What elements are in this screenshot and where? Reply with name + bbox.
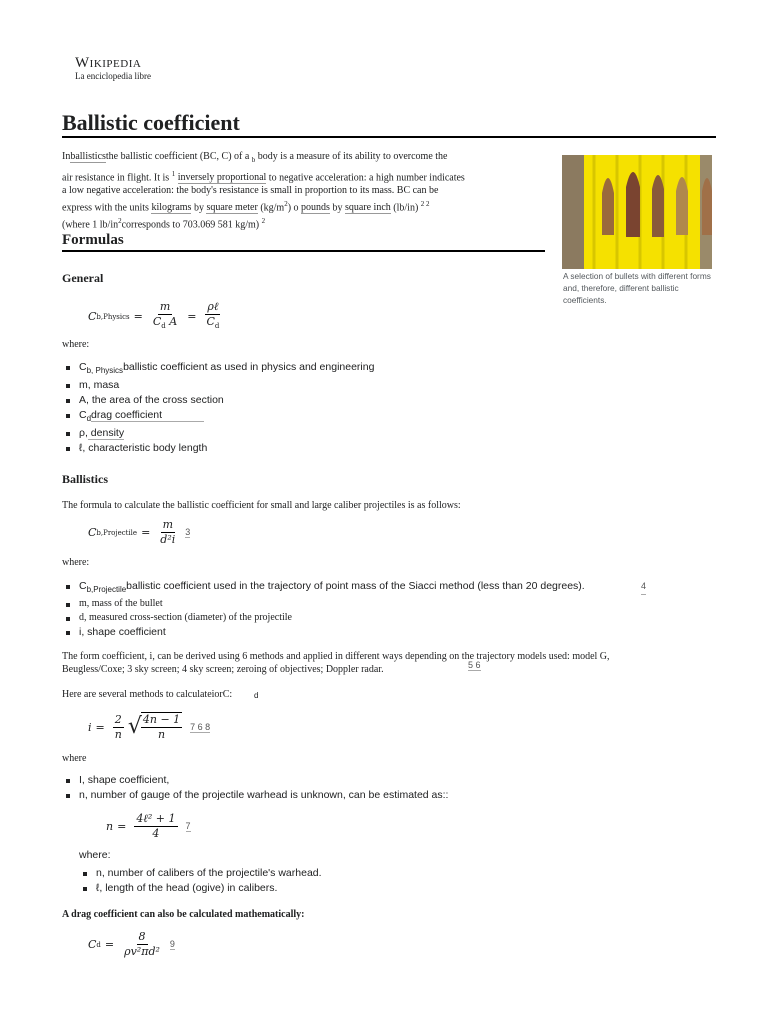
kilograms-link[interactable]: kilograms: [151, 202, 192, 214]
list-item: m, mass of the bullet: [62, 597, 542, 611]
list-item: m, masa: [62, 378, 542, 393]
list-item: d, measured cross-section (diameter) of the projectile: [62, 611, 542, 625]
formula-bc-physics: C b,Physics = $\frac{m}{C_d A}$ = $\frac{\text{ρℓ}}{C_d}$: [88, 300, 220, 330]
section-divider: [62, 250, 545, 252]
wikipedia-tagline: La enciclopedia libre: [75, 71, 151, 81]
list-item: ℓ, length of the head (ogive) in calibers.: [79, 881, 539, 896]
formula-shape-coefficient: i = $\frac{2}{n}$ √ $\frac{4n - 1}{n}$ 7 6 8: [88, 712, 211, 741]
section-heading-formulas: Formulas: [62, 232, 124, 248]
footnote-ref[interactable]: 7: [185, 821, 191, 831]
ballistics-intro-text: The formula to calculate the ballistic coefficient for small and large caliber projectiles is as follows:: [62, 500, 461, 511]
image-caption: A selection of bullets with different forms and, therefore, different ballistic coefficients.: [563, 271, 711, 305]
bullets-image[interactable]: [562, 155, 712, 269]
general-variable-list: [62, 360, 542, 456]
footnote-ref[interactable]: 3: [185, 527, 191, 537]
list-item: ℓ, characteristic body length: [62, 441, 542, 456]
list-item: I, shape coefficient,: [62, 773, 542, 788]
footnote-ref[interactable]: 2: [261, 216, 266, 225]
list-item: n, number of calibers of the projectile's warhead.: [79, 866, 539, 881]
ballistics-link[interactable]: ballistics: [70, 151, 106, 162]
subsection-heading-general: General: [62, 271, 104, 285]
footnote-ref[interactable]: 9: [169, 939, 175, 949]
caliber-variable-list: [79, 866, 539, 896]
where-label: where:: [62, 339, 90, 350]
footnote-refs[interactable]: 7 6 8: [190, 721, 211, 732]
formula-drag-coefficient: C d = $\frac{8}{\text{ρv²πd²}}$ 9: [88, 930, 175, 958]
where-label: where:: [62, 557, 90, 568]
wikipedia-wordmark[interactable]: Wikipedia: [75, 55, 142, 71]
shape-variable-list: [62, 773, 542, 803]
list-item: $C_{b,Projectile}ballistic$ coefficient used in the trajectory of point mass of the Siacci method (less than 20 degrees). 4: [62, 579, 652, 597]
pounds-link[interactable]: pounds: [301, 202, 330, 214]
square-meter-link[interactable]: square meter: [206, 202, 258, 214]
square-inch-link[interactable]: square inch: [344, 202, 391, 214]
methods-text: Here are several methods to calculateiorC:: [62, 689, 233, 700]
form-coefficient-text: The form coefficient, i, can be derived using 6 methods and applied in different ways depending on the trajectory models used: model G, Beugless/Coxe; 3 sky screen; 4 sky screen; zeroing of objectives; Doppler radar.: [62, 651, 610, 675]
list-item: $C_ddrag$ coefficient: [62, 408, 542, 426]
inverse-proportional-link[interactable]: inversely proportional: [177, 171, 267, 183]
ballistics-variable-list-end: [62, 625, 542, 640]
list-item: n, number of gauge of the projectile warhead is unknown, can be estimated as::: [62, 788, 542, 803]
list-item: A, the area of the cross section: [62, 393, 542, 408]
footnote-ref[interactable]: 1: [171, 169, 176, 178]
footnote-ref[interactable]: 4: [641, 579, 646, 595]
drag-coefficient-link[interactable]: drag coefficient: [91, 409, 204, 422]
drag-coefficient-heading: A drag coefficient can also be calculated mathematically:: [62, 909, 305, 920]
ballistics-variable-list-cont: [62, 597, 542, 625]
methods-subscript: d: [254, 691, 259, 700]
intro-paragraph: Inballisticsthe ballistic coefficient (BC, C) of a $_b$ body is a measure of its ability to overcome the air resistance in flight. It is $^1$ inversely proportional to negative acceleration: a high number indicates a low negative acceleration: the body's resistance is small in proportion to its mass. BC can be express with the units kilograms by square meter $(kg/m^2)$ o pounds by square inch (lb/in) $^{2 2}$ (where 1 $lb/in^2corresponds$ to 703.069 581 kg/m) $^2$: [62, 151, 465, 230]
page-title: Ballistic coefficient: [62, 110, 240, 135]
footnote-refs[interactable]: 5 6: [468, 660, 481, 670]
list-item: $C_{b, Physics}ballistic$ coefficient as used in physics and engineering: [62, 360, 542, 378]
density-link[interactable]: density: [87, 427, 125, 439]
formula-gauge-number: n = $\frac{\text{4ℓ² + 1}}{4}$ 7: [106, 812, 191, 840]
footnote-ref[interactable]: 2 2: [420, 199, 430, 208]
title-divider: [62, 136, 716, 138]
ballistics-variable-list: [62, 579, 652, 597]
list-item: i, shape coefficient: [62, 625, 542, 640]
where-label: where:: [79, 849, 111, 861]
where-label: where: [62, 753, 87, 764]
list-item: ρ, density: [62, 426, 542, 441]
subsection-heading-ballistics: Ballistics: [62, 472, 109, 486]
formula-bc-projectile: C b,Projectile = $\frac{m}{\text{d²i}}$ 3: [88, 518, 191, 546]
